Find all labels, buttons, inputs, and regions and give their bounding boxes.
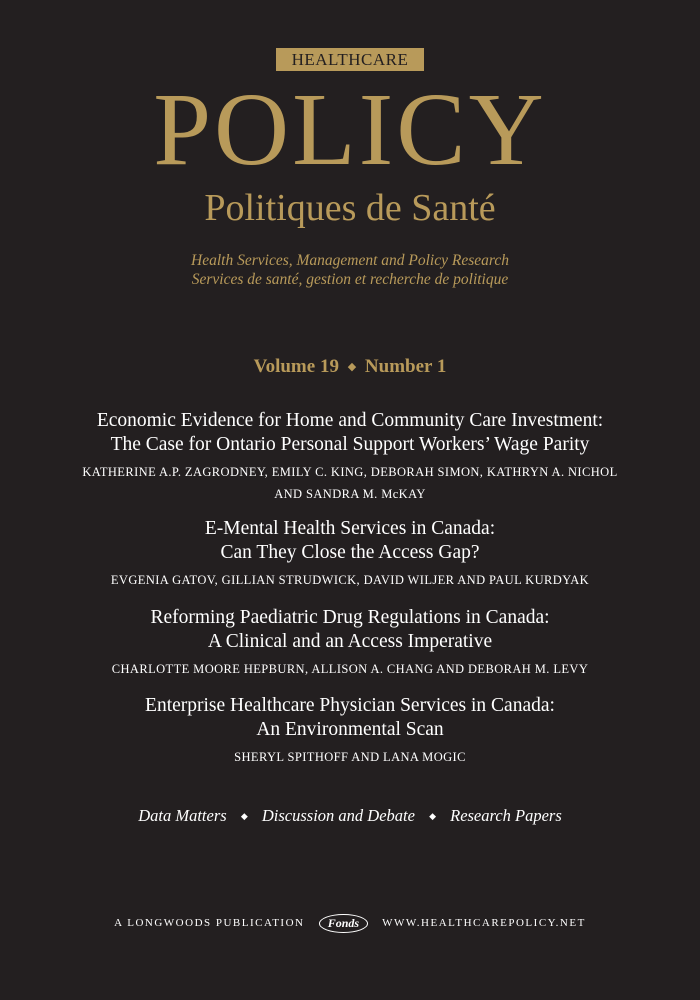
journal-subtitle: Politiques de Santé	[204, 187, 496, 229]
article-3	[0, 606, 700, 680]
diamond-icon: ◆	[429, 811, 436, 821]
article-title-line: E-Mental Health Services in Canada:	[204, 518, 496, 539]
article-1	[0, 409, 700, 505]
section-item: Research Papers	[450, 806, 562, 825]
journal-tagline	[0, 251, 700, 289]
article-title-line: The Case for Ontario Personal Support Workers’ Wage Parity	[110, 434, 590, 455]
article-4	[0, 694, 700, 768]
article-authors: AND SANDRA M. McKAY	[274, 487, 426, 501]
article-title-line: Can They Close the Access Gap?	[220, 542, 480, 563]
article-authors: KATHERINE A.P. ZAGRODNEY, EMILY C. KING, DEBORAH SIMON, KATHRYN A. NICHOL	[82, 465, 618, 479]
diamond-icon: ◆	[240, 811, 248, 821]
issue-info	[0, 356, 700, 378]
section-item: Data Matters	[138, 806, 227, 825]
masthead-badge-row	[0, 48, 700, 71]
website-url: WWW.HEALTHCAREPOLICY.NET	[382, 917, 586, 929]
section-item: Discussion and Debate	[261, 806, 415, 825]
article-title-line: A Clinical and an Access Imperative	[207, 631, 493, 652]
diamond-icon: ◆	[347, 361, 357, 373]
sections-list	[0, 806, 700, 826]
issue-volume: Volume 19	[253, 356, 339, 377]
footer	[0, 914, 700, 933]
fonds-logo: Fonds	[319, 914, 368, 933]
article-authors: CHARLOTTE MOORE HEPBURN, ALLISON A. CHANG AND DEBORAH M. LEVY	[111, 662, 589, 676]
article-authors: EVGENIA GATOV, GILLIAN STRUDWICK, DAVID WILJER AND PAUL KURDYAK	[110, 573, 590, 587]
tagline-french: Services de santé, gestion et recherche de politique	[191, 271, 509, 288]
publisher-name: A LONGWOODS PUBLICATION	[114, 917, 305, 929]
article-authors: SHERYL SPITHOFF AND LANA MOGIC	[234, 750, 466, 764]
article-title-line: Economic Evidence for Home and Community Care Investment:	[96, 410, 604, 431]
issue-number: Number 1	[364, 356, 447, 377]
journal-title: POLICY	[153, 72, 547, 187]
article-title-line: An Environmental Scan	[256, 719, 444, 740]
tagline-english: Health Services, Management and Policy Research	[191, 252, 509, 269]
article-2	[0, 517, 700, 591]
article-title-line: Reforming Paediatric Drug Regulations in Canada:	[150, 607, 550, 628]
masthead-badge: HEALTHCARE	[276, 48, 425, 71]
article-title-line: Enterprise Healthcare Physician Services in Canada:	[145, 695, 555, 716]
